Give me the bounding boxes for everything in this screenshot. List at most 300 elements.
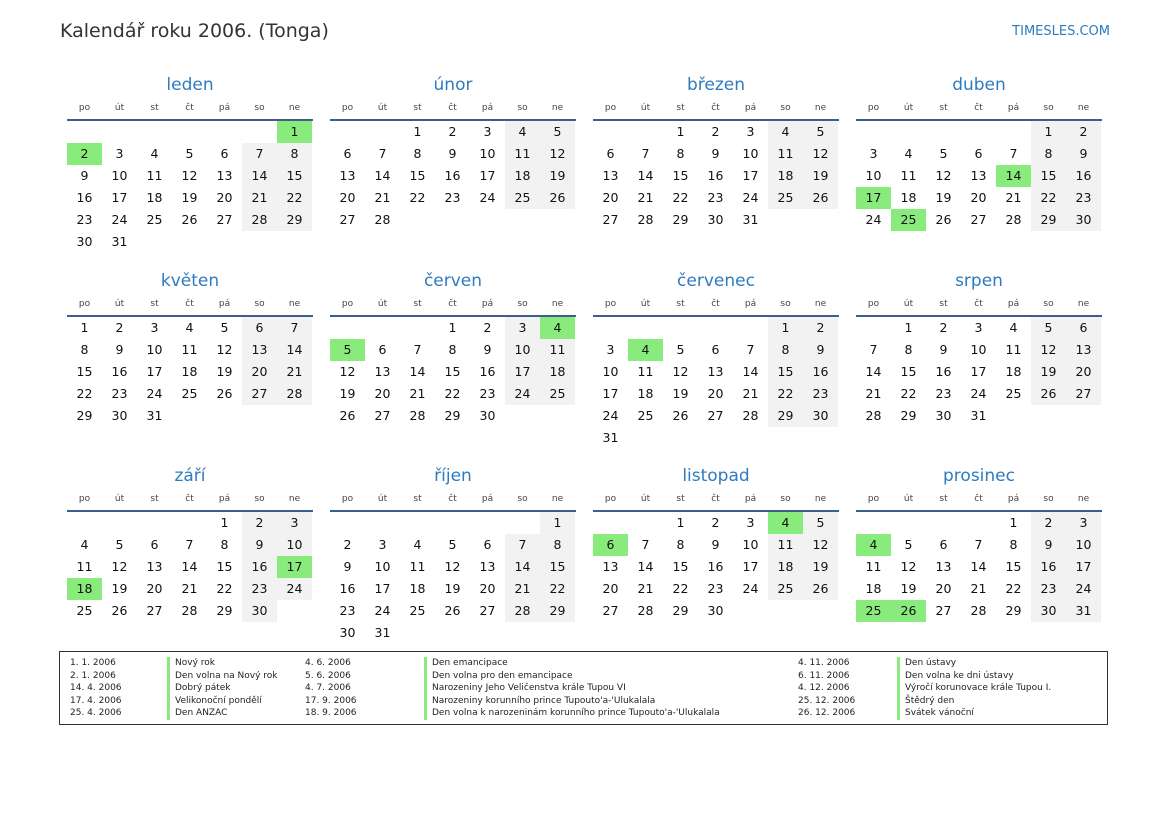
empty-cell [470, 512, 505, 534]
empty-cell [207, 121, 242, 143]
day-cell: 19 [1031, 361, 1066, 383]
weekday-label: út [114, 494, 125, 504]
month-calendar [593, 461, 839, 622]
day-cell: 28 [1005, 212, 1022, 227]
weekday-label: čt [185, 299, 194, 309]
day-cell: 22 [1005, 581, 1022, 596]
day-cell: 15 [900, 364, 917, 379]
day-cell: 19 [111, 581, 128, 596]
day-cell: 10 [602, 364, 619, 379]
weekday-header [67, 100, 313, 121]
day-cell: 3 [606, 342, 615, 357]
weekday-label: pá [218, 494, 231, 504]
day-cell: 13 [707, 364, 724, 379]
day-cell: 14 [742, 364, 759, 379]
weekday-label: ne [551, 299, 564, 309]
holiday-day-cell: 25 [856, 600, 891, 622]
weekday-label: út [377, 299, 388, 309]
holiday-name: Dobrý pátek [167, 682, 231, 695]
day-cell: 4 [413, 537, 422, 552]
month-name: září [174, 466, 206, 486]
day-cell: 13 [602, 559, 619, 574]
empty-cell [172, 512, 207, 534]
day-cell: 2 [448, 124, 457, 139]
day-cell: 15 [768, 361, 803, 383]
day-cell: 19 [216, 364, 233, 379]
day-cell: 31 [602, 430, 619, 445]
day-cell: 5 [939, 146, 948, 161]
day-cell: 10 [146, 342, 163, 357]
day-cell: 12 [181, 168, 198, 183]
day-cell: 28 [637, 603, 654, 618]
holiday-date: 6. 11. 2006 [798, 670, 850, 681]
day-cell: 2 [711, 515, 720, 530]
month-name: listopad [682, 466, 750, 486]
day-cell: 16 [76, 190, 93, 205]
weekday-label: so [780, 299, 791, 309]
holiday-date: 26. 12. 2006 [798, 708, 856, 719]
day-cell: 30 [339, 625, 356, 640]
weekday-label: ne [288, 103, 301, 113]
day-cell: 17 [970, 364, 987, 379]
day-cell: 17 [374, 581, 391, 596]
day-cell: 14 [637, 559, 654, 574]
empty-cell [891, 512, 926, 534]
weekday-label: čt [711, 103, 720, 113]
weekday-label: st [150, 299, 159, 309]
day-cell: 25 [505, 187, 540, 209]
day-cell: 3 [277, 512, 312, 534]
day-cell: 9 [1031, 534, 1066, 556]
day-cell: 18 [768, 556, 803, 578]
day-cell: 23 [707, 581, 724, 596]
day-cell: 29 [277, 209, 312, 231]
day-cell: 13 [1066, 339, 1101, 361]
day-cell: 21 [277, 361, 312, 383]
empty-cell [67, 512, 102, 534]
day-cell: 21 [374, 190, 391, 205]
day-cell: 14 [181, 559, 198, 574]
day-cell: 16 [1066, 165, 1101, 187]
day-cell: 30 [242, 600, 277, 622]
day-cell: 19 [935, 190, 952, 205]
day-cell: 31 [374, 625, 391, 640]
weekday-label: so [254, 103, 265, 113]
month-name: červen [423, 271, 483, 291]
day-cell: 17 [1066, 556, 1101, 578]
day-grid [330, 512, 575, 644]
day-cell: 29 [768, 405, 803, 427]
day-cell: 7 [277, 317, 312, 339]
day-cell: 25 [409, 603, 426, 618]
day-cell: 16 [803, 361, 838, 383]
day-cell: 28 [277, 383, 312, 405]
day-cell: 11 [505, 143, 540, 165]
holiday-name: Den volna pro den emancipace [424, 670, 573, 683]
day-cell: 7 [974, 537, 983, 552]
day-cell: 18 [505, 165, 540, 187]
empty-cell [628, 121, 663, 143]
day-cell: 27 [602, 603, 619, 618]
day-cell: 13 [216, 168, 233, 183]
month-name: červenec [677, 271, 755, 291]
day-cell: 21 [637, 581, 654, 596]
day-cell: 14 [242, 165, 277, 187]
day-cell: 10 [111, 168, 128, 183]
holiday-day-cell: 4 [540, 317, 575, 339]
day-cell: 12 [540, 143, 575, 165]
day-cell: 27 [935, 603, 952, 618]
brand-link[interactable]: TIMESLES.COM [1012, 24, 1110, 39]
weekday-label: pá [744, 103, 757, 113]
day-cell: 18 [637, 386, 654, 401]
day-cell: 4 [1009, 320, 1018, 335]
holiday-name: Štědrý den [897, 695, 954, 708]
weekday-label: út [903, 299, 914, 309]
day-cell: 27 [242, 383, 277, 405]
day-cell: 25 [768, 187, 803, 209]
day-cell: 3 [974, 320, 983, 335]
day-cell: 12 [339, 364, 356, 379]
day-cell: 6 [378, 342, 387, 357]
day-cell: 19 [900, 581, 917, 596]
day-cell: 3 [746, 124, 755, 139]
weekday-label: st [413, 494, 422, 504]
day-cell: 24 [742, 190, 759, 205]
month-name: únor [433, 75, 473, 95]
day-cell: 26 [672, 408, 689, 423]
day-cell: 3 [869, 146, 878, 161]
day-cell: 20 [707, 386, 724, 401]
day-cell: 5 [904, 537, 913, 552]
empty-cell [365, 121, 400, 143]
day-cell: 8 [80, 342, 89, 357]
day-cell: 13 [935, 559, 952, 574]
day-cell: 20 [602, 581, 619, 596]
holiday-date: 4. 6. 2006 [305, 658, 351, 668]
day-cell: 30 [1031, 600, 1066, 622]
day-cell: 13 [146, 559, 163, 574]
day-cell: 28 [374, 212, 391, 227]
day-cell: 27 [216, 212, 233, 227]
weekday-label: ne [814, 494, 827, 504]
day-cell: 11 [865, 559, 882, 574]
day-cell: 26 [339, 408, 356, 423]
day-cell: 15 [216, 559, 233, 574]
empty-cell [593, 317, 628, 339]
day-cell: 30 [803, 405, 838, 427]
month-calendar [67, 461, 313, 622]
weekday-label: čt [711, 299, 720, 309]
weekday-label: pá [1007, 494, 1020, 504]
day-cell: 3 [483, 124, 492, 139]
weekday-label: so [780, 494, 791, 504]
weekday-header [593, 296, 839, 317]
holiday-date: 14. 4. 2006 [70, 683, 122, 694]
weekday-header [856, 491, 1102, 512]
weekday-label: ne [1077, 299, 1090, 309]
day-cell: 27 [707, 408, 724, 423]
day-cell: 26 [1031, 383, 1066, 405]
day-cell: 24 [374, 603, 391, 618]
day-cell: 20 [602, 190, 619, 205]
month-calendar [856, 461, 1102, 622]
day-cell: 31 [970, 408, 987, 423]
day-cell: 4 [505, 121, 540, 143]
weekday-label: ne [551, 103, 564, 113]
empty-cell [505, 512, 540, 534]
day-cell: 2 [343, 537, 352, 552]
holiday-day-cell: 18 [67, 578, 102, 600]
day-cell: 3 [505, 317, 540, 339]
day-cell: 14 [865, 364, 882, 379]
day-cell: 1 [1031, 121, 1066, 143]
day-cell: 22 [672, 190, 689, 205]
day-cell: 1 [1009, 515, 1018, 530]
day-cell: 12 [803, 143, 838, 165]
day-cell: 7 [378, 146, 387, 161]
day-cell: 14 [505, 556, 540, 578]
day-cell: 15 [76, 364, 93, 379]
day-grid [67, 121, 312, 253]
day-cell: 4 [185, 320, 194, 335]
day-cell: 21 [865, 386, 882, 401]
day-cell: 23 [242, 578, 277, 600]
day-cell: 19 [803, 556, 838, 578]
day-cell: 24 [505, 383, 540, 405]
holiday-name: Den volna na Nový rok [167, 670, 278, 683]
holiday-date: 1. 1. 2006 [70, 658, 116, 668]
day-cell: 24 [111, 212, 128, 227]
day-cell: 6 [150, 537, 159, 552]
day-cell: 6 [1066, 317, 1101, 339]
day-cell: 22 [409, 190, 426, 205]
weekday-label: st [150, 103, 159, 113]
holiday-day-cell: 25 [891, 209, 926, 231]
day-cell: 12 [111, 559, 128, 574]
day-cell: 31 [1066, 600, 1101, 622]
empty-cell [891, 121, 926, 143]
holiday-date: 25. 4. 2006 [70, 708, 122, 719]
months-grid [67, 70, 1107, 650]
day-cell: 29 [540, 600, 575, 622]
weekday-label: so [254, 299, 265, 309]
holiday-name: Den ústavy [897, 657, 956, 670]
weekday-label: út [903, 494, 914, 504]
day-cell: 11 [409, 559, 426, 574]
empty-cell [242, 121, 277, 143]
day-cell: 28 [505, 600, 540, 622]
day-cell: 5 [185, 146, 194, 161]
holiday-day-cell: 1 [277, 121, 312, 143]
day-cell: 29 [444, 408, 461, 423]
day-cell: 21 [409, 386, 426, 401]
day-cell: 6 [343, 146, 352, 161]
empty-cell [400, 512, 435, 534]
day-cell: 3 [150, 320, 159, 335]
day-cell: 8 [540, 534, 575, 556]
holiday-day-cell: 4 [856, 534, 891, 556]
weekday-label: so [1043, 299, 1054, 309]
day-cell: 10 [277, 534, 312, 556]
day-cell: 16 [707, 168, 724, 183]
holiday-day-cell: 5 [330, 339, 365, 361]
day-cell: 16 [339, 581, 356, 596]
day-cell: 28 [181, 603, 198, 618]
holiday-day-cell: 17 [277, 556, 312, 578]
day-cell: 19 [444, 581, 461, 596]
weekday-header [67, 296, 313, 317]
weekday-label: út [903, 103, 914, 113]
empty-cell [435, 512, 470, 534]
day-cell: 20 [242, 361, 277, 383]
empty-cell [67, 121, 102, 143]
day-cell: 14 [970, 559, 987, 574]
weekday-label: pá [218, 103, 231, 113]
weekday-header [856, 100, 1102, 121]
day-cell: 20 [479, 581, 496, 596]
day-cell: 1 [448, 320, 457, 335]
day-cell: 28 [970, 603, 987, 618]
weekday-label: so [254, 494, 265, 504]
weekday-label: ne [1077, 103, 1090, 113]
weekday-label: st [676, 299, 685, 309]
day-cell: 22 [768, 383, 803, 405]
day-cell: 9 [711, 537, 720, 552]
empty-cell [330, 512, 365, 534]
weekday-label: po [78, 103, 91, 113]
day-cell: 28 [409, 408, 426, 423]
day-cell: 20 [970, 190, 987, 205]
day-cell: 13 [970, 168, 987, 183]
day-cell: 2 [803, 317, 838, 339]
weekday-label: po [867, 299, 880, 309]
day-cell: 28 [637, 212, 654, 227]
day-cell: 25 [181, 386, 198, 401]
day-cell: 16 [479, 364, 496, 379]
month-calendar [856, 266, 1102, 427]
empty-cell [102, 512, 137, 534]
day-cell: 26 [540, 187, 575, 209]
day-cell: 3 [115, 146, 124, 161]
day-cell: 26 [216, 386, 233, 401]
day-cell: 12 [672, 364, 689, 379]
day-cell: 10 [1066, 534, 1101, 556]
day-cell: 7 [641, 146, 650, 161]
empty-cell [102, 121, 137, 143]
holiday-legend [59, 651, 1108, 725]
weekday-label: st [676, 494, 685, 504]
holiday-date: 4. 7. 2006 [305, 683, 351, 694]
month-calendar [593, 70, 839, 231]
day-cell: 17 [479, 168, 496, 183]
day-grid [593, 121, 838, 231]
holiday-date: 4. 12. 2006 [798, 683, 850, 694]
day-cell: 25 [76, 603, 93, 618]
day-cell: 23 [803, 383, 838, 405]
empty-cell [628, 317, 663, 339]
empty-cell [996, 121, 1031, 143]
day-cell: 1 [768, 317, 803, 339]
day-cell: 18 [409, 581, 426, 596]
day-cell: 21 [742, 386, 759, 401]
day-cell: 26 [111, 603, 128, 618]
day-cell: 3 [378, 537, 387, 552]
day-cell: 7 [242, 143, 277, 165]
day-cell: 16 [242, 556, 277, 578]
day-cell: 23 [444, 190, 461, 205]
day-cell: 13 [339, 168, 356, 183]
day-cell: 7 [869, 342, 878, 357]
empty-cell [365, 317, 400, 339]
weekday-label: st [939, 299, 948, 309]
empty-cell [365, 512, 400, 534]
day-cell: 29 [1031, 209, 1066, 231]
day-cell: 11 [76, 559, 93, 574]
day-cell: 6 [606, 146, 615, 161]
weekday-label: so [517, 103, 528, 113]
holiday-day-cell: 2 [67, 143, 102, 165]
day-cell: 15 [277, 165, 312, 187]
weekday-label: so [517, 494, 528, 504]
day-cell: 15 [444, 364, 461, 379]
holiday-day-cell: 4 [768, 512, 803, 534]
day-cell: 2 [711, 124, 720, 139]
day-cell: 2 [242, 512, 277, 534]
holiday-name: Svátek vánoční [897, 707, 974, 720]
day-cell: 9 [343, 559, 352, 574]
day-cell: 1 [676, 515, 685, 530]
day-cell: 10 [865, 168, 882, 183]
day-cell: 15 [672, 168, 689, 183]
day-cell: 23 [1066, 187, 1101, 209]
empty-cell [137, 121, 172, 143]
weekday-label: čt [448, 299, 457, 309]
day-cell: 20 [216, 190, 233, 205]
day-cell: 8 [904, 342, 913, 357]
day-cell: 6 [711, 342, 720, 357]
weekday-label: út [114, 299, 125, 309]
month-calendar [330, 461, 576, 644]
holiday-day-cell: 6 [593, 534, 628, 556]
weekday-label: pá [218, 299, 231, 309]
day-cell: 23 [1031, 578, 1066, 600]
day-cell: 19 [540, 165, 575, 187]
day-cell: 9 [115, 342, 124, 357]
day-cell: 11 [540, 339, 575, 361]
weekday-label: pá [744, 494, 757, 504]
day-cell: 24 [602, 408, 619, 423]
day-cell: 16 [707, 559, 724, 574]
day-cell: 11 [181, 342, 198, 357]
day-cell: 27 [374, 408, 391, 423]
day-cell: 27 [970, 212, 987, 227]
day-cell: 23 [339, 603, 356, 618]
day-cell: 25 [540, 383, 575, 405]
day-cell: 25 [1005, 386, 1022, 401]
day-cell: 2 [1066, 121, 1101, 143]
month-name: leden [166, 75, 214, 95]
day-cell: 17 [505, 361, 540, 383]
day-cell: 19 [181, 190, 198, 205]
day-cell: 10 [742, 146, 759, 161]
holiday-day-cell: 17 [856, 187, 891, 209]
day-cell: 18 [768, 165, 803, 187]
holiday-name: Nový rok [167, 657, 215, 670]
day-cell: 23 [707, 190, 724, 205]
weekday-label: pá [481, 494, 494, 504]
day-cell: 9 [448, 146, 457, 161]
